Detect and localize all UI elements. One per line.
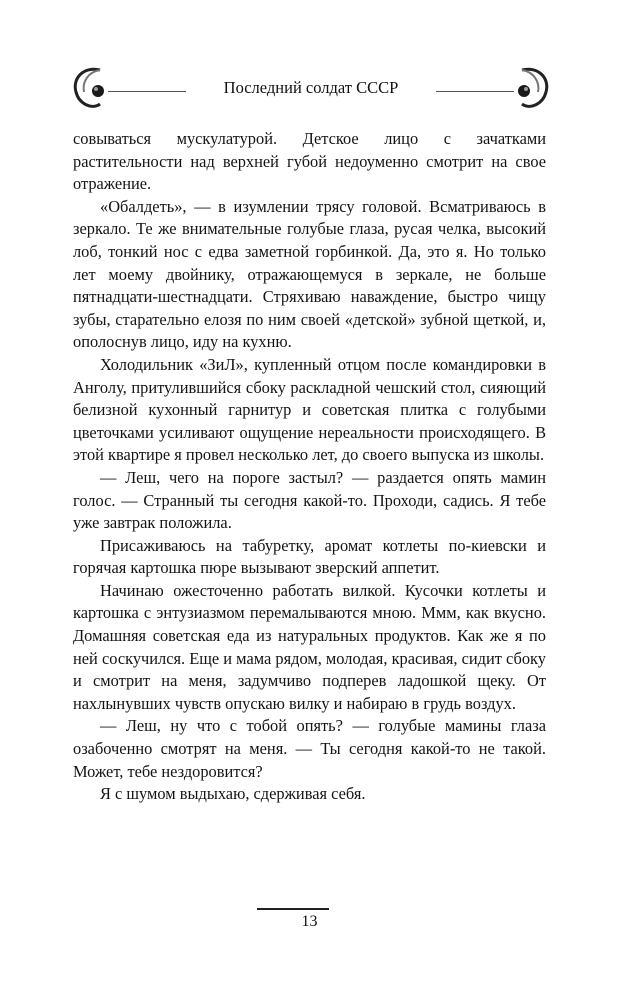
paragraph: Начинаю ожесточенно работать вилкой. Кусочки котлеты и картошка с энтузиазмом перемалываются мною. Ммм, как вкусно. Домашняя советская еда из натуральных продуктов. Как же я по ней соскучился. Еще и мама рядом, молодая, красивая, сидит сбоку и смотрит на меня, задумчиво подперев ладошкой щеку. От нахлынувших чувств опускаю вилку и набираю в грудь воздух. [73, 580, 546, 713]
body-text [73, 128, 546, 806]
paragraph: — Леш, ну что с тобой опять? — голубые мамины глаза озабоченно смотрят на меня. — Ты сегодня какой-то не такой. Может, тебе нездоровится? [73, 716, 546, 781]
paragraph: — Леш, чего на пороге застыл? — раздается опять мамин голос. — Странный ты сегодня какой-то. Проходи, садись. Я тебе уже завтрак положила. [73, 467, 546, 533]
running-header [70, 64, 552, 116]
paragraph: Присаживаюсь на табуретку, аромат котлеты по-киевски и горячая картошка пюре вызывают зверский аппетит. [73, 535, 546, 578]
footer-rule [257, 908, 329, 910]
paragraph: Я с шумом выдыхаю, сдерживая себя. [100, 784, 366, 804]
header-rule-right [436, 91, 514, 92]
paragraph: Холодильник «ЗиЛ», купленный отцом после командировки в Анголу, притулившийся сбоку раскладной чешский стол, сияющий белизной кухонный гарнитур и советская плитка с голубыми цветочками усиливают ощущение нереальности происходящего. В этой квартире я провел несколько лет, до своего выпуска из школы. [73, 354, 546, 465]
decorative-swirl-icon [508, 64, 552, 116]
paragraph: совываться мускулатурой. Детское лицо с зачатками растительности над верхней губой недоуменно смотрит на свое отражение. [73, 129, 546, 194]
running-title: Последний солдат СССР [223, 78, 399, 97]
page-number: 13 [301, 913, 318, 930]
paragraph: «Обалдеть», — в изумлении трясу головой. Всматриваюсь в зеркало. Те же внимательные голубые глаза, русая челка, высокий лоб, тонкий нос с едва заметной горбинкой. Да, это я. Но только лет моему двойнику, отражающемуся в зеркале, не больше пятнадцати-шестнадцати. Стряхиваю наваждение, быстро чищу зубы, старательно елозя по ним своей «детской» зубной щеткой, и, ополоснув лицо, иду на кухню. [73, 196, 546, 352]
